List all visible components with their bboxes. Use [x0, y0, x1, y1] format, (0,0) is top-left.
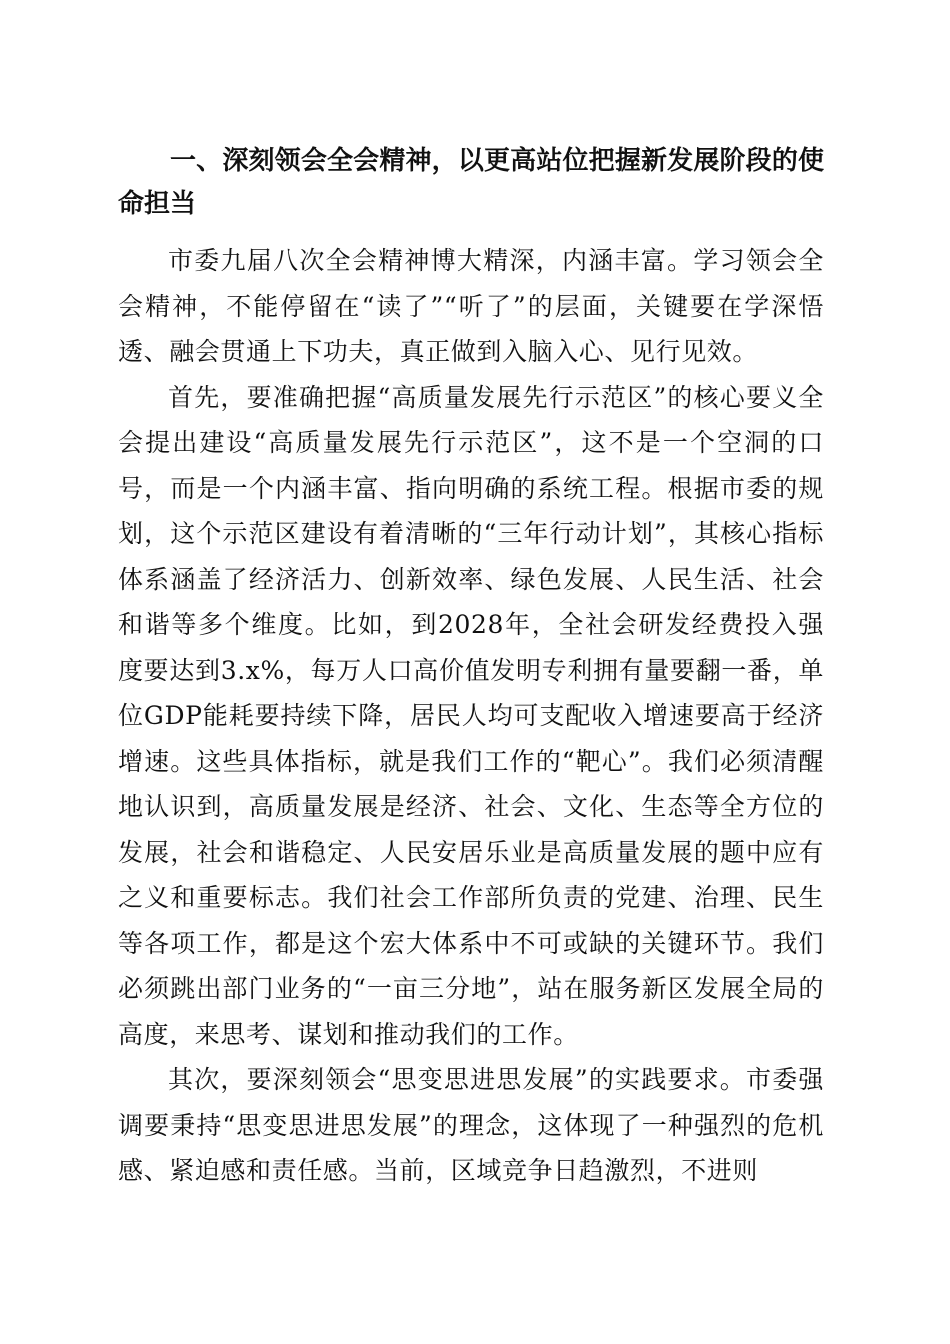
body-paragraph: 首先，要准确把握“高质量发展先行示范区”的核心要义全会提出建设“高质量发展先行示范区”，这不是一个空洞的口号，而是一个内涵丰富、指向明确的系统工程。根据市委的规划，这个示范区建设有着清晰的“三年行动计划”，其核心指标体系涵盖了经济活力、创新效率、绿色发展、人民生活、社会和谐等多个维度。比如，到2028年，全社会研发经费投入强度要达到3.x%，每万人口高价值发明专利拥有量要翻一番，单位GDP能耗要持续下降，居民人均可支配收入增速要高于经济增速。这些具体指标，就是我们工作的“靶心”。我们必须清醒地认识到，高质量发展是经济、社会、文化、生态等全方位的发展，社会和谐稳定、人民安居乐业是高质量发展的题中应有之义和重要标志。我们社会工作部所负责的党建、治理、民生等各项工作，都是这个宏大体系中不可或缺的关键环节。我们必须跳出部门业务的“一亩三分地”，站在服务新区发展全局的高度，来思考、谋划和推动我们的工作。: [118, 382, 824, 1049]
body-paragraph: 市委九届八次全会精神博大精深，内涵丰富。学习领会全会精神，不能停留在“读了”“听了”的层面，关键要在学深悟透、融会贯通上下功夫，真正做到入脑入心、见行见效。: [118, 246, 824, 366]
document-body: [118, 140, 824, 1194]
body-paragraph: 其次，要深刻领会“思变思进思发展”的实践要求。市委强调要秉持“思变思进思发展”的理念，这体现了一种强烈的危机感、紧迫感和责任感。当前，区域竞争日趋激烈，不进则: [118, 1065, 824, 1185]
section-heading: 一、深刻领会全会精神，以更高站位把握新发展阶段的使命担当: [118, 146, 824, 219]
